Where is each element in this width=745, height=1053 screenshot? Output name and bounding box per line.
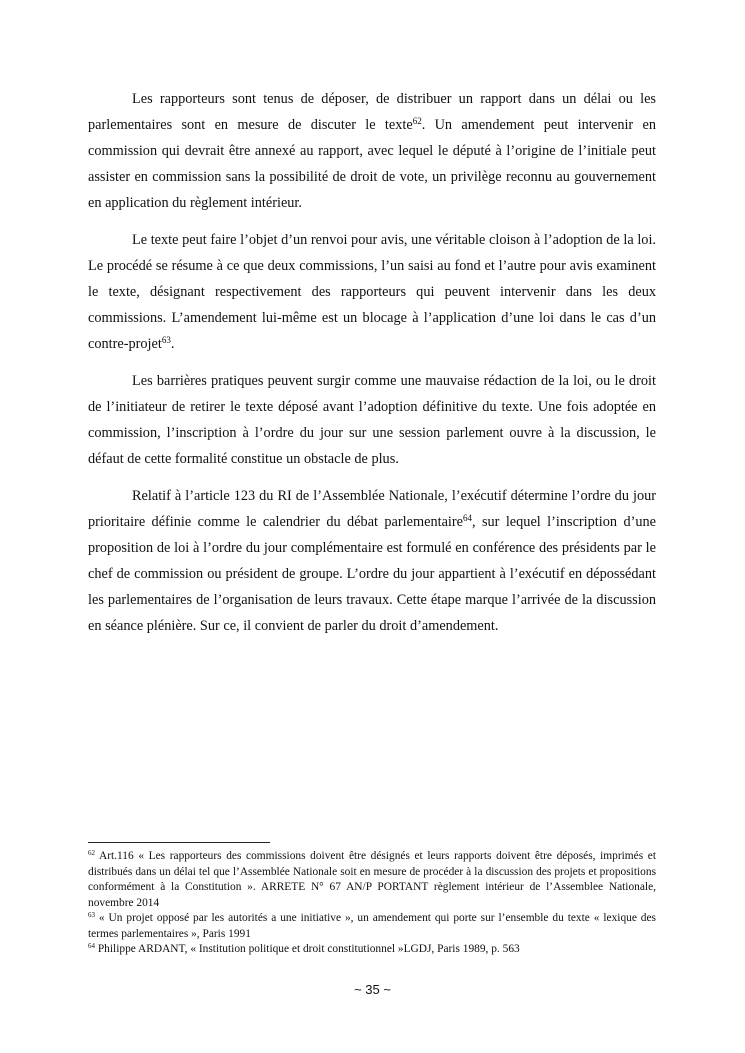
paragraph-text: , sur lequel l’inscription d’une proposition de loi à l’ordre du jour complémentaire est formulé en conférence des présidents par le chef de commission ou président de groupe. L’ordre du jour appartient à l’exécutif en dépossédant les parlementaires de l’organisation de leurs travaux. Cette étape marque l’arrivée de la discussion en séance plénière. Sur ce, il convient de parler du droit d’amendement.: [88, 514, 656, 634]
paragraph-text: Les rapporteurs sont tenus de déposer, de distribuer un rapport dans un délai ou les parlementaires sont en mesure de discuter le texte: [88, 91, 656, 133]
footnote-number: 64: [88, 942, 95, 950]
footnote-ref-64[interactable]: 64: [463, 513, 472, 523]
footnotes: [88, 849, 656, 958]
footnote-63: [88, 911, 656, 942]
footnote-ref-62[interactable]: 62: [412, 116, 422, 126]
paragraph-2: [88, 227, 656, 357]
footnote-separator: [88, 842, 270, 843]
paragraph-text: . Un amendement peut intervenir en commission qui devrait être annexé au rapport, avec lequel le député à l’origine de l’initiale peut assister en commission sans la possibilité de droit de vote, un privilège reconnu au gouvernement en application du règlement intérieur.: [88, 117, 656, 211]
footnote-text: Art.116 « Les rapporteurs des commissions doivent être désignés et leurs rapports doivent être déposés, imprimés et distribués dans un délai tel que l’Assemblée Nationale soit en mesure de procéder à la discussion des projets et propositions conformément à la Constitution ». ARRETE N° 67 AN/P PORTANT règlement intérieur de l’Assemblee Nationale, novembre 2014: [88, 850, 656, 909]
footnote-text: Philippe ARDANT, « Institution politique et droit constitutionnel »LGDJ, Paris 1989, p. 563: [95, 943, 520, 955]
paragraph-text: .: [170, 336, 175, 352]
paragraph-3: Les barrières pratiques peuvent surgir comme une mauvaise rédaction de la loi, ou le droit de l’initiateur de retirer le texte déposé avant l’adoption définitive du texte. Une fois adoptée en commission, l’inscription à l’ordre du jour sur une session parlement ouvre à la discussion, le défaut de cette formalité constitue un obstacle de plus.: [88, 373, 656, 467]
body-text: [88, 86, 656, 650]
paragraph-text: Relatif à l’article 123 du RI de l’Assemblée Nationale, l’exécutif détermine l’ordre du jour prioritaire définie comme le calendrier du débat parlementaire: [88, 488, 656, 530]
paragraph-1: [88, 86, 656, 216]
footnote-ref-63[interactable]: 63: [161, 335, 171, 345]
footnote-number: 62: [88, 849, 95, 857]
footnote-text: « Un projet opposé par les autorités a une initiative », un amendement qui porte sur l’ensemble du texte « lexique des termes parlementaires », Paris 1991: [88, 912, 656, 940]
paragraph-text: Le texte peut faire l’objet d’un renvoi pour avis, une véritable cloison à l’adoption de la loi. Le procédé se résume à ce que deux commissions, l’un saisi au fond et l’autre pour avis examinent le texte, désignant respectivement des rapporteurs qui peuvent intervenir dans les deux commissions. L’amendement lui-même est un blocage à l’application d’une loi dans le cas d’un contre-projet: [88, 232, 656, 352]
footnote-number: 63: [88, 911, 95, 919]
page-number: ~ 35 ~: [354, 982, 391, 997]
footnote-62: [88, 849, 656, 911]
paragraph-4: [88, 483, 656, 639]
footnote-64: [88, 942, 656, 958]
